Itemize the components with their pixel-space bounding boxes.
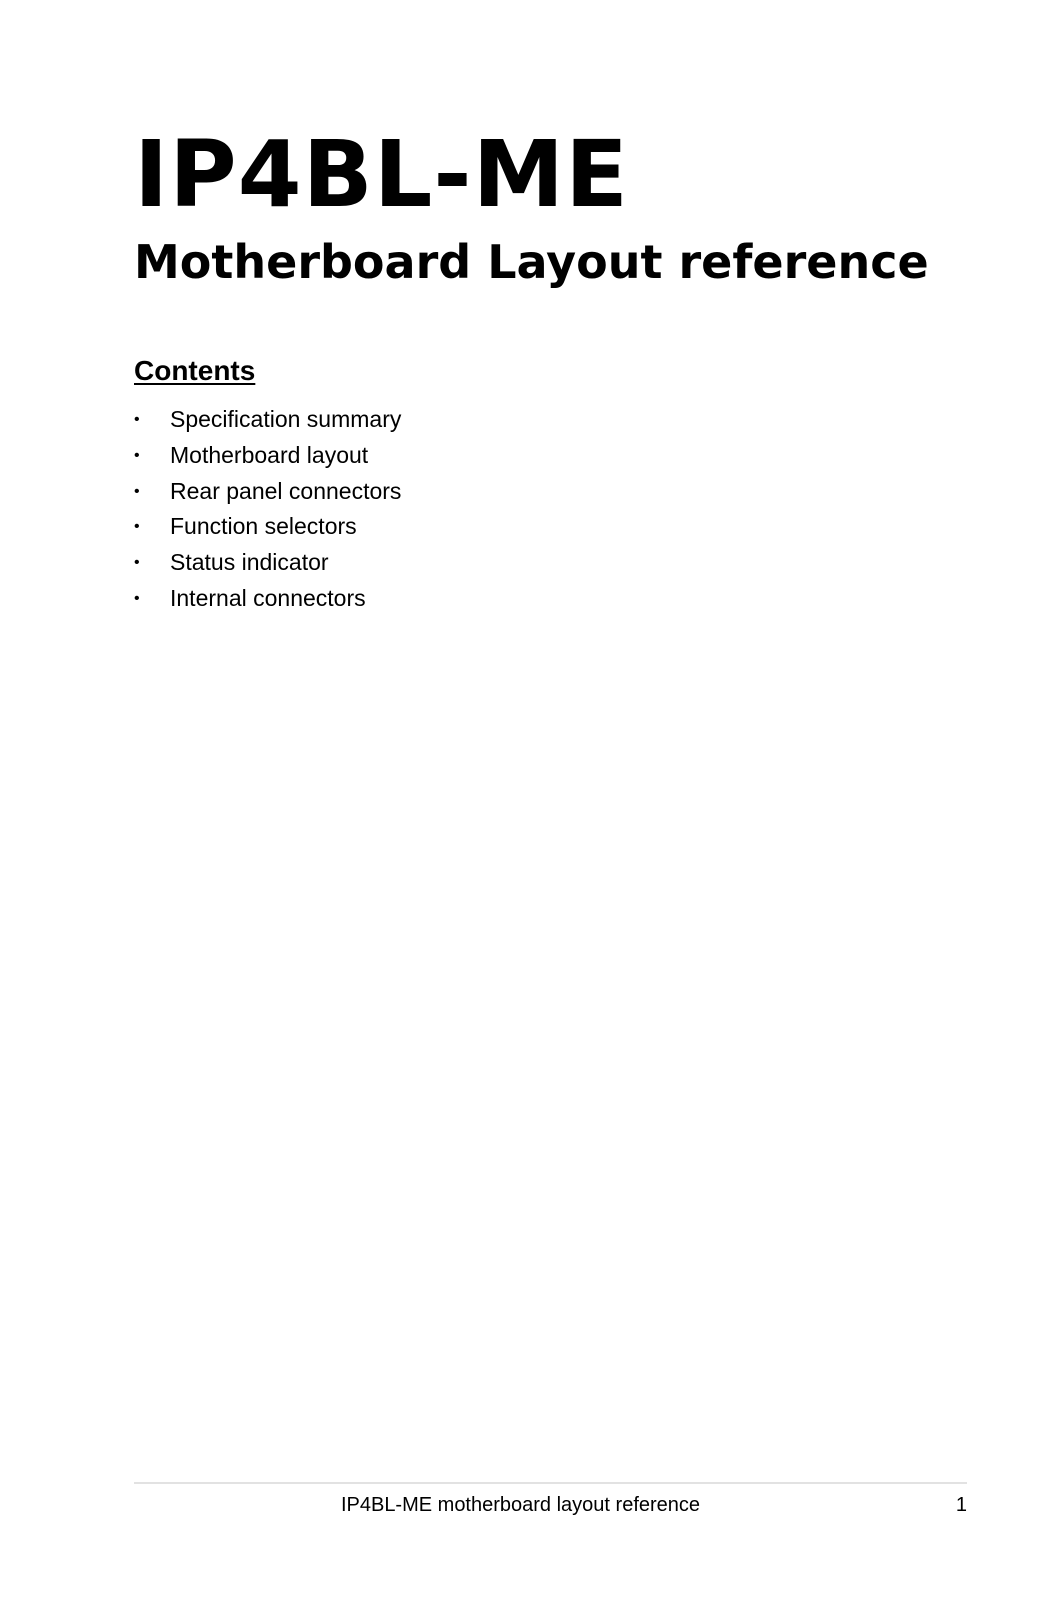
bullet-icon: •: [134, 518, 140, 536]
document-title: IP4BL-ME: [134, 121, 629, 228]
contents-item-label: Specification summary: [170, 406, 402, 432]
page-number: 1: [955, 1494, 967, 1516]
bullet-icon: •: [134, 589, 140, 607]
bullet-icon: •: [134, 446, 140, 464]
contents-item-label: Rear panel connectors: [170, 477, 402, 504]
contents-item-label: Status indicator: [170, 549, 329, 576]
bullet-icon: •: [134, 482, 140, 500]
footer-text: IP4BL-ME motherboard layout reference: [340, 1494, 701, 1516]
bullet-icon: •: [134, 411, 140, 428]
contents-heading: Contents: [134, 355, 256, 386]
contents-item-label: Function selectors: [170, 513, 357, 540]
contents-item: [134, 545, 401, 581]
contents-item-label: Internal connectors: [170, 584, 366, 611]
contents-item: [134, 402, 401, 438]
contents-item: [134, 474, 401, 510]
contents-item: [134, 438, 401, 474]
bullet-icon: •: [134, 554, 140, 572]
contents-item: [134, 509, 401, 545]
contents-item-label: Motherboard layout: [170, 441, 369, 468]
document-subtitle: Motherboard Layout reference: [134, 235, 929, 289]
contents-item: [134, 581, 401, 617]
contents-list: [134, 402, 401, 617]
footer-divider: [134, 1482, 967, 1484]
